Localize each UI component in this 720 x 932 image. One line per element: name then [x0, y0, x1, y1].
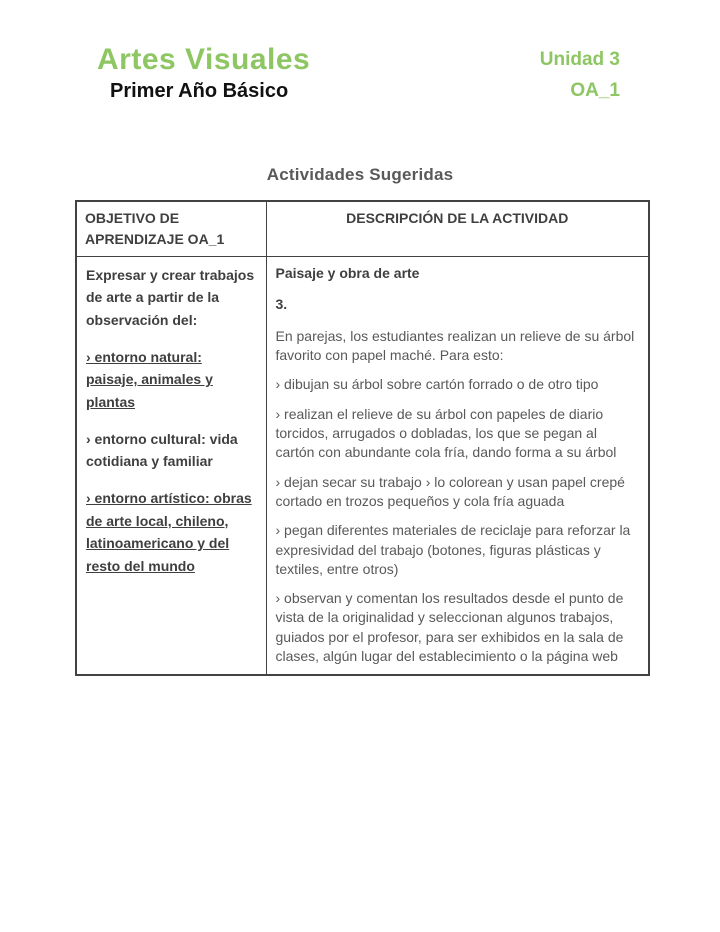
document-title: Artes Visuales [97, 43, 311, 76]
activity-paragraph-step2: › realizan el relieve de su árbol con papeles de diario torcidos, arrugados o dobladas, los que se pegan al cartón con abundante cola fría, dando forma a su árbol [275, 405, 617, 461]
objective-bullet-natural: › entorno natural: paisaje, animales y plantas [86, 348, 213, 410]
objective-column-header: OBJETIVO DE APRENDIZAJE OA_1 [76, 201, 266, 257]
activity-paragraph-step3: › dejan secar su trabajo › lo colorean y usan papel crepé cortado en trozos pequeños y cola fría aguada [275, 473, 625, 509]
activity-heading: Paisaje y obra de arte [275, 264, 420, 281]
activity-paragraph-step1: › dibujan su árbol sobre cartón forrado o de otro tipo [275, 376, 599, 393]
activity-table [75, 200, 650, 677]
unit-label: Unidad 3 [539, 49, 620, 70]
page-header [0, 0, 720, 103]
activity-paragraph-step4: › pegan diferentes materiales de reciclaje para reforzar la expresividad del trabajo (botones, figuras plásticas y textiles, entre otros) [275, 522, 631, 577]
activity-number: 3. [275, 296, 288, 313]
objective-cell [76, 256, 266, 675]
activity-paragraph-intro: En parejas, los estudiantes realizan un relieve de su árbol favorito con papel maché. Para esto: [275, 327, 635, 363]
document-subtitle: Primer Año Básico [110, 79, 289, 102]
objective-bullet-cultural: › entorno cultural: vida cotidiana y familiar [86, 430, 238, 470]
description-column-header: DESCRIPCIÓN DE LA ACTIVIDAD [266, 201, 649, 257]
header-left [97, 44, 310, 103]
section-title: Actividades Sugeridas [266, 164, 454, 184]
activity-paragraph-step5: › observan y comentan los resultados desde el punto de vista de la originalidad y seleccionan algunos trabajos, guiados por el profesor, para ser exhibidos en la sala de clases, algún lugar del establecimiento o la página web [275, 590, 624, 665]
objective-bullet-artistic: › entorno artístico: obras de arte local, chileno, latinoamericano y del resto del mundo [86, 489, 252, 574]
table-body-row [76, 256, 649, 675]
header-right [540, 44, 620, 102]
oa-code-label: OA_1 [570, 79, 620, 101]
description-cell [266, 256, 649, 675]
objective-intro: Expresar y crear trabajos de arte a partir de la observación del: [86, 266, 255, 328]
table-header-row [76, 201, 649, 257]
